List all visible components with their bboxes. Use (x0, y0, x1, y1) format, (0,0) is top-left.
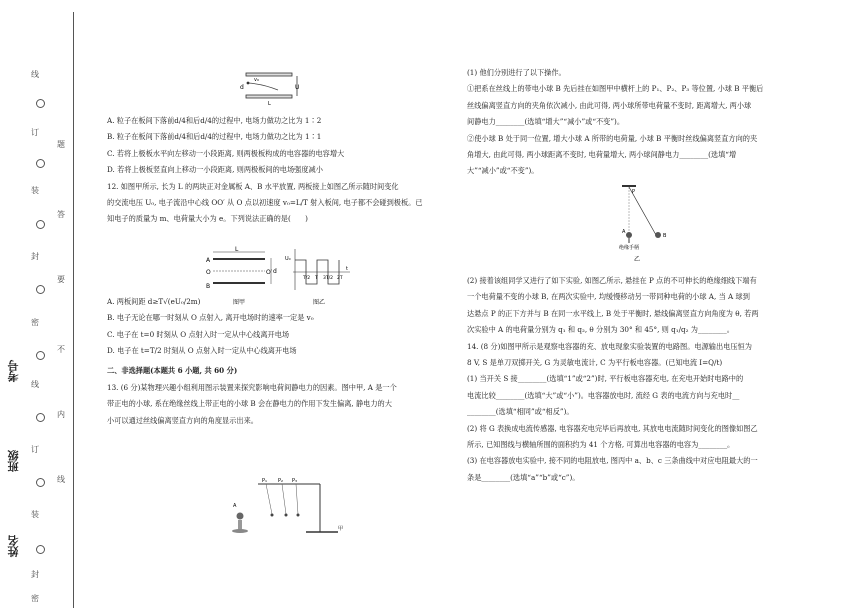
fig-label: T (315, 276, 318, 281)
text-line: B. 电子无论在哪一时刻从 O 点射入, 离开电场时的速率一定是 v₀ (107, 313, 314, 323)
fig-label: B (206, 283, 211, 290)
right-column-top (467, 65, 807, 180)
text-line: 带正电的小球, 系在绝缘丝线上带正电的小球 B 会在静电力的作用下发生偏离, 静电力的大 (107, 399, 392, 409)
text-line: 大”“减小”或“不变”)。 (467, 166, 539, 176)
text-line: A. 两板间距 d≥T√(eU₀/2m) (107, 296, 201, 306)
text-line: (1) 当开关 S 接________(选填“1”或“2”)时, 平行板电容器充电, 在充电开始时电路中的 (467, 374, 744, 384)
text-line: (2) 接着该组同学又进行了如下实验, 如图乙所示, 悬挂在 P 点的不可伸长的绝缘细线下端有 (467, 276, 757, 285)
text-line: 的交流电压 U₀, 电子流沿中心线 OO′ 从 O 点以初速度 v₀=L/T 射入板间, 电子都不会碰到极板。已 (107, 198, 423, 208)
fig-label: L (235, 246, 239, 253)
text-line: 小可以通过丝线偏离竖直方向的角度显示出来。 (107, 415, 258, 425)
exam-number-label: 考号 (7, 360, 20, 382)
text-line: 8 V, S 是单刀双掷开关, G 为灵敏电流计, C 为平行板电容器。(已知电流 I=Q/t) (467, 358, 723, 368)
binding-hole (36, 285, 45, 294)
binding-hole (36, 159, 45, 168)
text-line: B. 粒子在板间下落前d/4和后d/4的过程中, 电场力做功之比为 1∶1 (107, 132, 322, 142)
fig-label: U₀ (285, 256, 291, 262)
text-line: ②使小球 B 处于同一位置, 增大小球 A 所带的电荷量, 小球 B 平衡时丝线偏离竖直方向的夹 (467, 133, 758, 143)
q13-figure (228, 476, 348, 536)
fig-label: v₀ (254, 77, 259, 83)
seal-label: 密 (31, 594, 39, 603)
name-label: 姓名 (7, 535, 20, 557)
fig-label: U (295, 84, 300, 91)
class-label: 班级 (7, 450, 20, 472)
fig-label: L (268, 101, 271, 106)
fig-label: P₃ (292, 478, 298, 484)
binding-hole (36, 99, 45, 108)
text-line: (1) 他们分别进行了以下操作。 (467, 68, 566, 77)
text-line: D. 电子在 t=T/2 时刻从 O 点射入时一定从中心线离开电场 (107, 346, 297, 356)
fig-label: A (233, 503, 237, 509)
text-line: 一个电荷量不变的小球 B, 在两次实验中, 均缓慢移动另一带同种电荷的小球 A, 当 A 球到 (467, 292, 750, 302)
fig-caption: 图甲 (233, 299, 246, 306)
text-line: 所示, 已知图线与横轴所围的面积约为 41 个方格, 可算出电容器的电容为________。 (467, 440, 735, 450)
fig-caption: 甲 (338, 526, 344, 532)
text-line: 知电子的质量为 m、电荷量大小为 e。下列说法正确的是( ) (107, 214, 308, 224)
fig-label: O′ (266, 269, 273, 276)
seal-label: 封 (31, 252, 39, 261)
binding-hole (36, 220, 45, 229)
fig-label: A (622, 229, 626, 235)
text-line: 次实验中 A 的电荷量分别为 q₁ 和 q₂, θ 分别为 30° 和 45°, 则 q₁/q₂ 为________。 (467, 325, 734, 335)
right-column-bottom (467, 273, 807, 486)
fig-label: P₁ (262, 478, 268, 484)
text-line: (2) 将 G 表换成电流传感器, 电容器充电完毕后再放电, 其放电电流随时间变化的图像如图乙 (467, 423, 758, 433)
text-line: C. 电子在 t=0 时刻从 O 点射入时一定从中心线离开电场 (107, 329, 290, 339)
fig-label: t (346, 266, 348, 272)
text-line: 角增大, 由此可得, 两小球距离不变时, 电荷量增大, 两小球间静电力________(选填“增 (467, 150, 737, 160)
seal-label: 线 (31, 70, 39, 79)
text-line: D. 若将上极板竖直向上移动一小段距离, 则两极板间的电场强度减小 (107, 165, 323, 175)
fig-label: P₂ (278, 478, 284, 484)
text-line: 间静电力________(选填“增大”“减小”或“不变”)。 (467, 117, 625, 127)
seal-label: 订 (31, 128, 39, 137)
seal-label: 线 (31, 380, 39, 389)
fig-label: 3T/2 (323, 276, 333, 281)
fig-caption: 乙 (634, 256, 641, 263)
binding-margin (0, 0, 80, 608)
text-line: A. 粒子在板间下落前d/4和后d/4的过程中, 电场力做功之比为 1∶2 (107, 116, 322, 125)
hint-label: 不 (57, 345, 65, 354)
binding-hole (36, 545, 45, 554)
hint-label: 线 (57, 475, 65, 484)
fig-caption: 图乙 (313, 299, 326, 306)
fig-label: T/2 (303, 276, 311, 281)
seal-label: 密 (31, 318, 39, 327)
text-line: 条是________(选填“a”“b”或“c”)。 (467, 472, 580, 482)
text-line: C. 若将上极板水平向左移动一小段距离, 则两极板构成的电容器的电容增大 (107, 148, 345, 158)
fig-label: O (206, 269, 211, 276)
fig-label: d (273, 268, 277, 275)
hint-label: 要 (57, 275, 65, 284)
fig-label: B (663, 233, 667, 239)
fig-label: d (240, 84, 244, 91)
section-heading: 二、非选择题(本题共 6 小题, 共 60 分) (107, 366, 238, 376)
pendulum-figure (612, 183, 692, 263)
seal-label: 封 (31, 570, 39, 579)
fig-label: P (632, 189, 636, 195)
seal-label: 装 (31, 186, 39, 195)
text-line: 达悬点 P 的正下方并与 B 在同一水平线上, B 处于平衡时, 悬线偏离竖直方向角度为 θ, 若两 (467, 308, 759, 318)
seal-label: 装 (31, 510, 39, 519)
binding-hole (36, 351, 45, 360)
hint-label: 内 (57, 410, 65, 419)
q12-figure (205, 246, 355, 308)
binding-line (73, 12, 74, 608)
fig-label: A (206, 257, 211, 264)
binding-hole (36, 478, 45, 487)
fig-label: 2T (337, 276, 343, 281)
seal-label: 订 (31, 445, 39, 454)
text-line: 14. (8 分)如图甲所示是观察电容器的充、放电现象实验装置的电路图。电源输出电压恒为 (467, 341, 752, 351)
binding-hole (36, 413, 45, 422)
hint-label: 答 (57, 210, 65, 219)
hint-label: 题 (57, 140, 65, 149)
text-line: (3) 在电容器放电实验中, 接不同的电阻放电, 图丙中 a、b、c 三条曲线中对应电阻最大的一 (467, 456, 758, 466)
text-line: 丝线偏离竖直方向的夹角依次减小, 由此可得, 两小球所带电荷量不变时, 距离增大, 两小球 (467, 100, 752, 110)
text-line: ①把系在丝线上的带电小球 B 先后挂在如图甲中横杆上的 P₁、P₂、P₃ 等位置, 小球 B 平衡后 (467, 84, 764, 94)
text-line: 13. (6 分)某物理兴趣小组利用图示装置来探究影响电荷间静电力的因素。图中甲, A 是一个 (107, 382, 397, 392)
fig-label: 绝缘手柄 (619, 245, 640, 251)
capacitor-figure (238, 68, 302, 106)
text-line: 12. 如图甲所示, 长为 L 的两块正对金属板 A、B 水平放置, 两板接上如图乙所示随时间变化 (107, 181, 399, 191)
text-line: 电流比较________(选填“大”或“小”)。电容器放电时, 流经 G 表的电流方向与充电时__ (467, 390, 740, 400)
text-line: ________(选填“相同”或“相反”)。 (467, 407, 574, 417)
